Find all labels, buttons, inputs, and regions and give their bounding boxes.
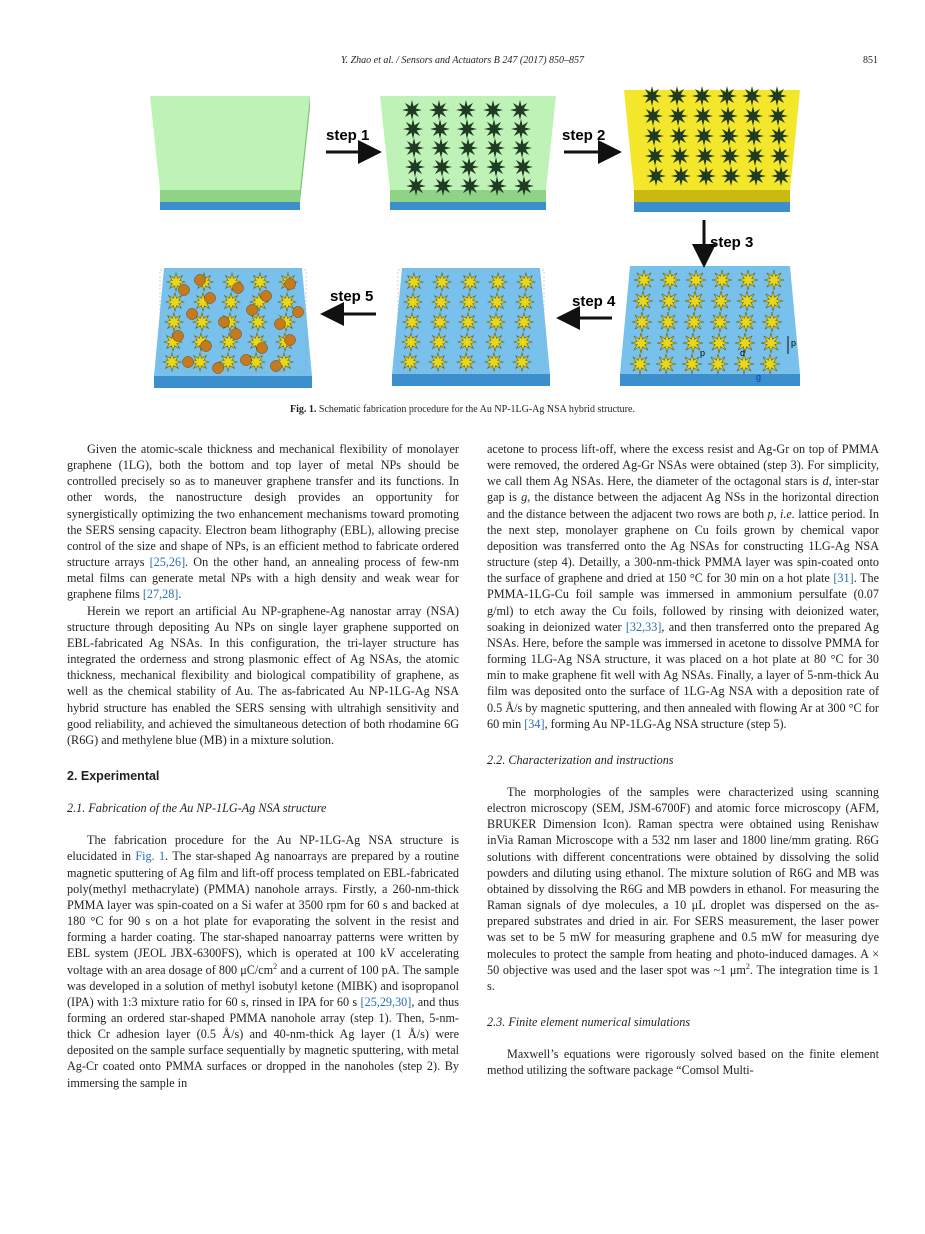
- left-column: [67, 441, 459, 1091]
- nanostar: [695, 146, 715, 166]
- nanostar: [669, 126, 689, 146]
- nanostar: [667, 86, 687, 106]
- nanostar: [511, 119, 531, 139]
- nanostar: [744, 126, 764, 146]
- nanostar: [762, 312, 782, 332]
- nanostar: [743, 106, 763, 126]
- nanostar: [515, 313, 533, 331]
- nanostar: [632, 312, 652, 332]
- nanostar: [745, 146, 765, 166]
- label-p-bottom: p: [700, 348, 706, 358]
- citation-link[interactable]: [25,29,30]: [360, 994, 412, 1009]
- nanostar: [513, 353, 531, 371]
- nanostar: [671, 166, 691, 186]
- caption-label: Fig. 1.: [290, 404, 317, 415]
- nanostar: [711, 291, 731, 311]
- nanostar: [746, 166, 766, 186]
- figure-link[interactable]: Fig. 1: [135, 849, 166, 864]
- paragraph-fabrication-cont: acetone to process lift-off, where the excess resist and Ag-Gr on top of PMMA were removed, the ordered Ag-Gr NSAs were obtained (step 3). For simplicity, we call them Ag NSAs. Here, the diameter of the octagonal stars is d, inter-star gap is g, the distance between the adjacent Ag NSs in the horizontal direction and the distance between the adjacent two rows are both p, i.e. lattice period. In the next step, monolayer graphene on Cu foils grown by chemical vapor deposition was transferred onto the Ag NSAs for constructing 1LG-Ag NSA structure (step 4). Detailly, a 300-nm-thick PMMA layer was spin-coated onto the surface of graphene and dried at 150 °C for 30 min on a hot plate [31]. The PMMA-1LG-Cu foil sample was immersed in ammonium persulfate (0.07 g/ml) to etch away the Cu foils, followed by rinsing with deionized water, soaking in deionized water [32,33], and then transferred onto the prepared Ag NSAs. Here, before the sample was immersed in acetone to dissolve PMMA for forming 1LG-Ag NSA structure, it was placed on a hot plate at 80 °C for 30 min to make graphene fit well with Ag NSAs. Finally, a layer of 5-nm-thick Au film was deposited onto the surface of 1LG-Ag NSA with a deposition rate of 0.5 Å/s by magnetic sputtering, and then annealed with flowing Ar at 300 °C for 60 min [34], forming Au NP-1LG-Ag NSA structure (step 5).: [487, 442, 880, 731]
- nanostar: [642, 86, 662, 106]
- step3-label: step 3: [710, 234, 754, 251]
- nanostar: [484, 119, 504, 139]
- nanostar: [692, 86, 712, 106]
- nanostar: [767, 86, 787, 106]
- nanostar: [430, 119, 450, 139]
- nanostar: [457, 119, 477, 139]
- nanostar: [429, 353, 447, 371]
- citation-link[interactable]: [25,26]: [149, 555, 186, 570]
- nanostar: [686, 270, 706, 290]
- nanostar: [736, 312, 756, 332]
- au-nanoparticle: [271, 361, 282, 372]
- au-nanoparticle: [293, 307, 304, 318]
- nanostar: [708, 354, 728, 374]
- nanostar: [682, 354, 702, 374]
- citation-link[interactable]: [31]: [833, 571, 854, 586]
- nanostar: [633, 291, 653, 311]
- nanostar: [459, 313, 477, 331]
- nanostar: [487, 176, 507, 196]
- nanostar: [433, 176, 453, 196]
- nanostar: [430, 333, 448, 351]
- nanostar: [631, 333, 651, 353]
- nanostar: [510, 100, 530, 120]
- nanostar: [643, 106, 663, 126]
- nanostar: [165, 313, 183, 331]
- paragraph-intro-1: Given the atomic-scale thickness and mechanical flexibility of monolayer graphene (1LG), both the bottom and top layer of metal NPs should be controlled precisely so as to maneuver graphene transfer and its functions. In other words, the nanostructure desigh provides an opportunity for synergistically optimizing the two enhancement mechanisms toward promoting the SERS sensing capacity. Electron beam lithography (EBL), allowing precise control of the size and shape of NPs, is an efficient method to fabricate ordered structure arrays [25,26]. On the other hand, an annealing process of few-nm metal films can generate metal NPs with a high density and weak wear for graphene films [27,28].: [67, 442, 460, 602]
- step5-label: step 5: [330, 288, 374, 305]
- nanostar: [458, 138, 478, 158]
- au-nanoparticle: [195, 275, 206, 286]
- nanostar: [460, 293, 478, 311]
- nanostar: [405, 157, 425, 177]
- nanostar: [456, 100, 476, 120]
- nanostar: [634, 270, 654, 290]
- nanostar: [432, 157, 452, 177]
- section-heading-experimental: 2. Experimental: [67, 768, 160, 783]
- nanostar: [646, 166, 666, 186]
- step5-arrow: [330, 288, 376, 314]
- nanostar: [278, 293, 296, 311]
- nanostar: [644, 126, 664, 146]
- citation-link[interactable]: [27,28]: [142, 587, 179, 602]
- nanostar: [429, 100, 449, 120]
- nanostar: [222, 293, 240, 311]
- nanostar: [251, 273, 269, 291]
- figure-caption: [0, 404, 925, 415]
- nanostar: [630, 354, 650, 374]
- label-d: d: [740, 348, 746, 358]
- nanostar: [717, 86, 737, 106]
- nanostar: [457, 353, 475, 371]
- nanostar: [645, 146, 665, 166]
- nanostar: [514, 176, 534, 196]
- nanostar: [433, 273, 451, 291]
- paragraph-intro-2: Herein we report an artificial Au NP-graphene-Ag nanostar array (NSA) structure through depositing Au NPs on single layer graphene supported on EBL-fabricated Ag NSAs. In this configuration, the tri-layer structure has integrated the orderness and strong plasmonic effect of Ag NSAs, the atomic thickness, mechanical flexibility and biological compatibility of graphene, as well as the chemical stability of Au. The as-fabricated Au NP-1LG-Ag NSA hybrid structure has enabled the SERS sensing with ultrahigh sensitivity and good reliability, and achieved the simultaneous detection of both rhodamine 6G (R6G) and methylene blue (MB) in a mixture solution.: [67, 603, 459, 747]
- au-nanoparticle: [257, 343, 268, 354]
- nanostar: [696, 166, 716, 186]
- nanostar: [685, 291, 705, 311]
- nanostar: [659, 291, 679, 311]
- au-nanoparticle: [275, 319, 286, 330]
- nanostar: [764, 270, 784, 290]
- nanostar: [770, 146, 790, 166]
- subsection-heading-2-1: 2.1. Fabrication of the Au NP-1LG-Ag NSA structure: [67, 801, 327, 816]
- nanostar: [483, 100, 503, 120]
- panel-graphene-ag-nsa: [392, 268, 550, 386]
- nanostar: [709, 333, 729, 353]
- nanostar: [404, 138, 424, 158]
- nanostar: [693, 106, 713, 126]
- au-nanoparticle: [231, 329, 242, 340]
- nanostar: [489, 273, 507, 291]
- nanostar: [737, 291, 757, 311]
- au-nanoparticle: [261, 291, 272, 302]
- nanostar: [166, 293, 184, 311]
- citation-link[interactable]: [32,33]: [625, 619, 662, 634]
- nanostar: [403, 119, 423, 139]
- nanostar: [514, 333, 532, 351]
- step1-arrow: [326, 127, 370, 152]
- subsection-heading-2-3: 2.3. Finite element numerical simulations: [487, 1015, 691, 1029]
- au-nanoparticle: [241, 355, 252, 366]
- au-nanoparticle: [205, 293, 216, 304]
- nanostar: [487, 313, 505, 331]
- nanostar: [668, 106, 688, 126]
- au-nanoparticle: [285, 335, 296, 346]
- step4-label: step 4: [572, 293, 616, 310]
- nanostar: [694, 126, 714, 146]
- nanostar: [485, 353, 503, 371]
- nanostar: [459, 157, 479, 177]
- nanostar: [402, 333, 420, 351]
- step1-label: step 1: [326, 127, 370, 144]
- right-column: [487, 441, 879, 1078]
- nanostar: [404, 293, 422, 311]
- nanostar: [658, 312, 678, 332]
- nanostar: [432, 293, 450, 311]
- panel-au-np-graphene-ag-nsa: [154, 268, 312, 388]
- nanostar: [488, 293, 506, 311]
- au-nanoparticle: [247, 305, 258, 316]
- page-number: 851: [863, 55, 878, 66]
- nanostar: [458, 333, 476, 351]
- nanostar: [403, 313, 421, 331]
- nanostar: [771, 166, 791, 186]
- nanostar: [710, 312, 730, 332]
- nanostar: [738, 270, 758, 290]
- nanostar: [721, 166, 741, 186]
- nanostar: [670, 146, 690, 166]
- citation-link[interactable]: [34]: [524, 716, 545, 731]
- nanostar: [406, 176, 426, 196]
- fabrication-schematic-figure: [140, 84, 800, 400]
- label-g: g: [756, 372, 762, 382]
- nanostar: [718, 106, 738, 126]
- nanostar: [513, 157, 533, 177]
- running-title: Y. Zhao et al. / Sensors and Actuators B 247 (2017) 850–857: [340, 55, 585, 66]
- nanostar: [769, 126, 789, 146]
- nanostar: [684, 312, 704, 332]
- nanostar: [516, 293, 534, 311]
- au-nanoparticle: [183, 357, 194, 368]
- nanostar: [719, 126, 739, 146]
- step2-arrow: [562, 127, 610, 152]
- nanostar: [656, 354, 676, 374]
- nanostar: [460, 176, 480, 196]
- nanostar: [742, 86, 762, 106]
- panel-pmma-substrate: [150, 96, 310, 210]
- subsection-heading-2-2: 2.2. Characterization and instructions: [487, 752, 674, 767]
- step4-arrow: [568, 293, 616, 318]
- nanostar: [431, 313, 449, 331]
- nanostar: [461, 273, 479, 291]
- nanostar: [486, 333, 504, 351]
- label-p-side: p: [791, 338, 797, 348]
- nanostar: [405, 273, 423, 291]
- au-nanoparticle: [219, 317, 230, 328]
- panel-ag-coated: [624, 86, 800, 212]
- nanostar: [712, 270, 732, 290]
- nanostar: [431, 138, 451, 158]
- nanostar: [401, 353, 419, 371]
- nanostar: [768, 106, 788, 126]
- au-nanoparticle: [201, 341, 212, 352]
- nanostar: [512, 138, 532, 158]
- paragraph-simulations: Maxwell’s equations were rigorously solved based on the finite element method utilizing the software package “Comsol Multi-: [487, 1047, 879, 1078]
- nanostar: [660, 270, 680, 290]
- panel-ag-nanostar-array: [620, 266, 800, 386]
- nanostar: [761, 333, 781, 353]
- caption-text: Schematic fabrication procedure for the Au NP-1LG-Ag NSA hybrid structure.: [318, 404, 635, 415]
- nanostar: [760, 354, 780, 374]
- nanostar: [402, 100, 422, 120]
- au-nanoparticle: [285, 279, 296, 290]
- nanostar: [486, 157, 506, 177]
- nanostar: [720, 146, 740, 166]
- step2-label: step 2: [562, 127, 606, 144]
- au-nanoparticle: [173, 331, 184, 342]
- nanostar: [657, 333, 677, 353]
- au-nanoparticle: [233, 283, 244, 294]
- nanostar: [763, 291, 783, 311]
- nanostar: [485, 138, 505, 158]
- au-nanoparticle: [187, 309, 198, 320]
- nanostar: [517, 273, 535, 291]
- panel-nanohole-array: [380, 96, 556, 210]
- paragraph-characterization: The morphologies of the samples were characterized using scanning electron microscopy (SEM, JSM-6700F) and atomic force microscopy (AFM, BRUKER Dimension Icon). Raman spectra were obtained using Renishaw inVia Raman Microscope with a 532 nm laser and 1800 line/mm grating. R6G solutions with different concentrations were obtained by dissolving the solid powders and diluting using ethanol. The mixture solution of R6G and MB was obtained by dissolving the R6G and MB powders in ethanol. For measuring the Raman signals of dye molecules, a 10 μL droplet was dispersed on the as-prepared substrates and dried in air. For SERS measurement, the laser power was set to be 5 mW for measuring graphene and 0.5 mW for measuring dye molecules to protect the sample from heating and photo-induced damages. A × 50 objective was used and the laser spot was ~1 $\mu m^2$. The integration time is 1 s.: [487, 784, 879, 993]
- nanostar: [163, 353, 181, 371]
- paragraph-fabrication: The fabrication procedure for the Au NP-1LG-Ag NSA structure is elucidated in Fig. 1. The star-shaped Ag nanoarrays are prepared by a routine magnetic sputtering of Ag film and lift-off process templated on EBL-fabricated poly(methyl methacrylate) (PMMA) nanohole arrays. Firstly, a 260-nm-thick PMMA layer was spin-coated on a Si wafer at 3500 rpm for 60 s and backed at 180 °C for 90 s on a hot plate for evaporating the solvent in the resist and forming a harder coating. The star-shaped nanoarray patterns were written by EBL system (JEOL JBX-6300FS), which is operated at 100 kV accelerating voltage with an area dosage of 800 $\mu C/cm^2$ and a current of 100 pA. The sample was developed in a solution of methyl isobutyl ketone (MIBK) and isopropanol (IPA) with 1:3 mixture ratio for 60 s, rinsed in IPA for 60 s [25,29,30], and thus forming an ordered star-shaped PMMA nanohole array (step 1). Then, 5-nm-thick Cr adhesion layer (0.5 Å/s) and 40-nm-thick Ag layer (1 Å/s) were deposited on the sample surface sequentially by magnetic sputtering, with metal Ag-Cr coated onto PMMA surfaces or dropped in the nanoholes (step 2). By immersing the sample in: [67, 833, 460, 1090]
- au-nanoparticle: [179, 285, 190, 296]
- step3-arrow: [704, 220, 753, 256]
